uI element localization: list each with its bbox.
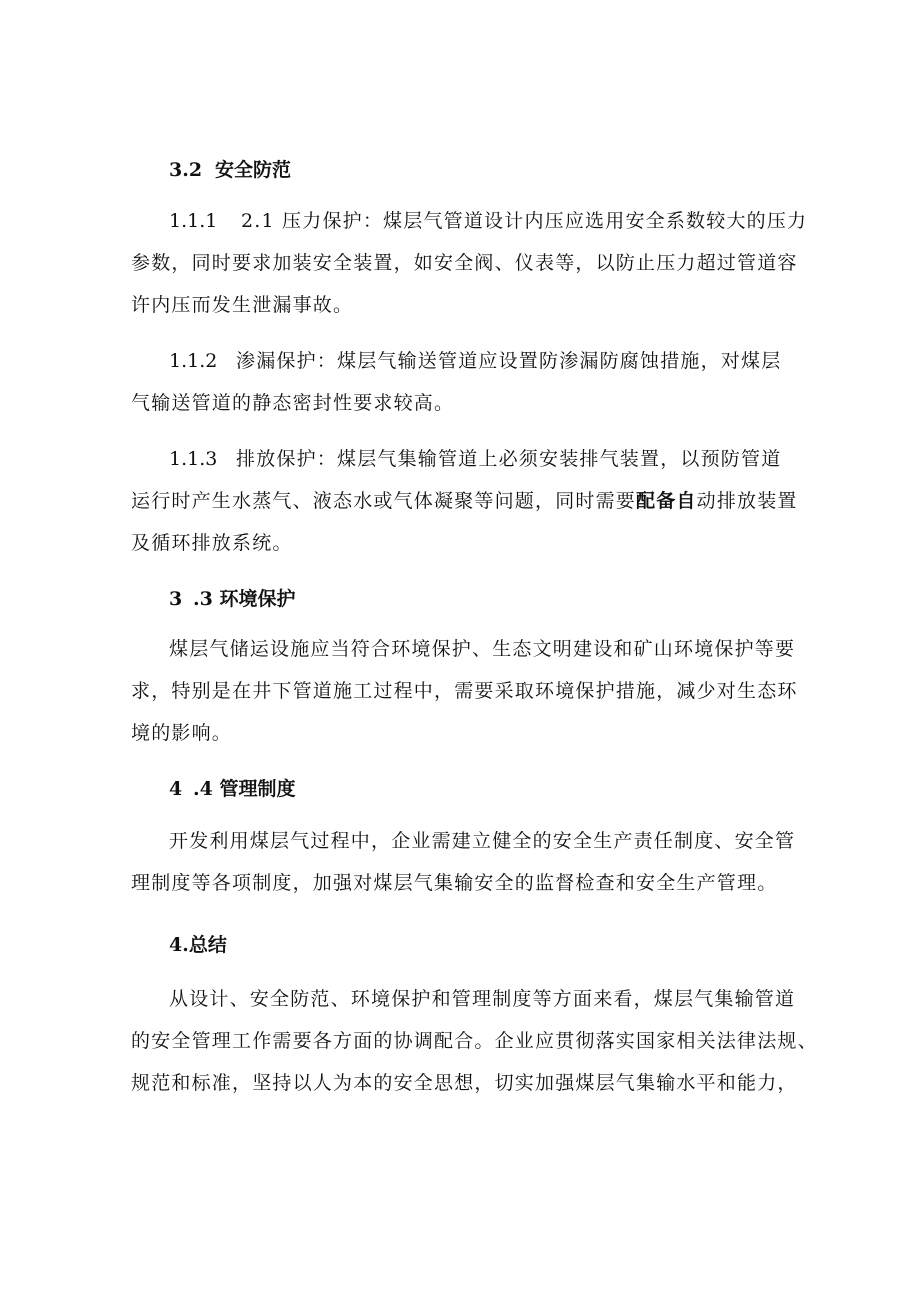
text-line: 规范和标准，坚持以人为本的安全思想，切实加强煤层气集输水平和能力， — [131, 1072, 798, 1094]
section-number: 3.2 — [169, 159, 203, 181]
bold-text-run: 配备自 — [636, 490, 697, 512]
section-title: .4 管理制度 — [193, 778, 296, 800]
section-title: .3 环境保护 — [193, 588, 296, 610]
text-line: 境的影响。 — [131, 722, 233, 744]
text-line — [131, 480, 798, 522]
item-number: 1.1.3 — [169, 448, 218, 470]
paragraph-management — [131, 820, 796, 904]
section-number: 4 — [169, 778, 183, 800]
section-heading-3-3 — [131, 584, 829, 614]
text-line: 许内压而发生泄漏事故。 — [131, 294, 354, 316]
section-title: 4.总结 — [169, 934, 227, 956]
item-number: 1.1.1 — [169, 210, 218, 232]
paragraph-environment — [131, 628, 798, 754]
paragraph-1-1-3 — [131, 438, 798, 564]
text-run: 动排放装置 — [696, 490, 798, 512]
text-line: 参数，同时要求加装安全装置，如安全阀、仪表等，以防止压力超过管道容 — [131, 252, 798, 274]
section-title: 安全防范 — [215, 159, 292, 181]
text-line: 气输送管道的静态密封性要求较高。 — [131, 392, 455, 414]
text-line-content: 渗漏保护：煤层气输送管道应设置防渗漏防腐蚀措施，对煤层 — [236, 350, 782, 372]
section-heading-4 — [131, 930, 829, 960]
paragraph-summary — [131, 978, 818, 1104]
text-run: 运行时产生水蒸气、液态水或气体凝聚等问题，同时需要 — [131, 490, 637, 512]
item-number: 1.1.2 — [169, 350, 218, 372]
section-number: 3 — [169, 588, 183, 610]
text-line — [131, 340, 791, 382]
text-line: 及循环排放系统。 — [131, 532, 293, 554]
section-heading-3-2 — [131, 155, 829, 185]
text-line — [131, 200, 808, 242]
text-line-content: 排放保护：煤层气集输管道上必须安装排气装置，以预防管道 — [236, 448, 782, 470]
text-line: 从设计、安全防范、环境保护和管理制度等方面来看，煤层气集输管道 — [169, 988, 796, 1010]
paragraph-1-1-2 — [131, 340, 791, 424]
text-line: 理制度等各项制度，加强对煤层气集输安全的监督检查和安全生产管理。 — [131, 872, 778, 894]
text-line: 开发利用煤层气过程中，企业需建立健全的安全生产责任制度、安全管 — [169, 830, 796, 852]
paragraph-1-1-1 — [131, 200, 808, 326]
section-heading-3-4 — [131, 774, 829, 804]
text-line: 煤层气储运设施应当符合环境保护、生态文明建设和矿山环境保护等要 — [169, 638, 796, 660]
text-line: 求，特别是在井下管道施工过程中，需要采取环境保护措施，减少对生态环 — [131, 680, 798, 702]
text-line — [131, 438, 791, 480]
text-line: 的安全管理工作需要各方面的协调配合。企业应贯彻落实国家相关法律法规、 — [131, 1030, 818, 1052]
text-line-content: 2.1 压力保护：煤层气管道设计内压应选用安全系数较大的压力 — [241, 210, 808, 232]
